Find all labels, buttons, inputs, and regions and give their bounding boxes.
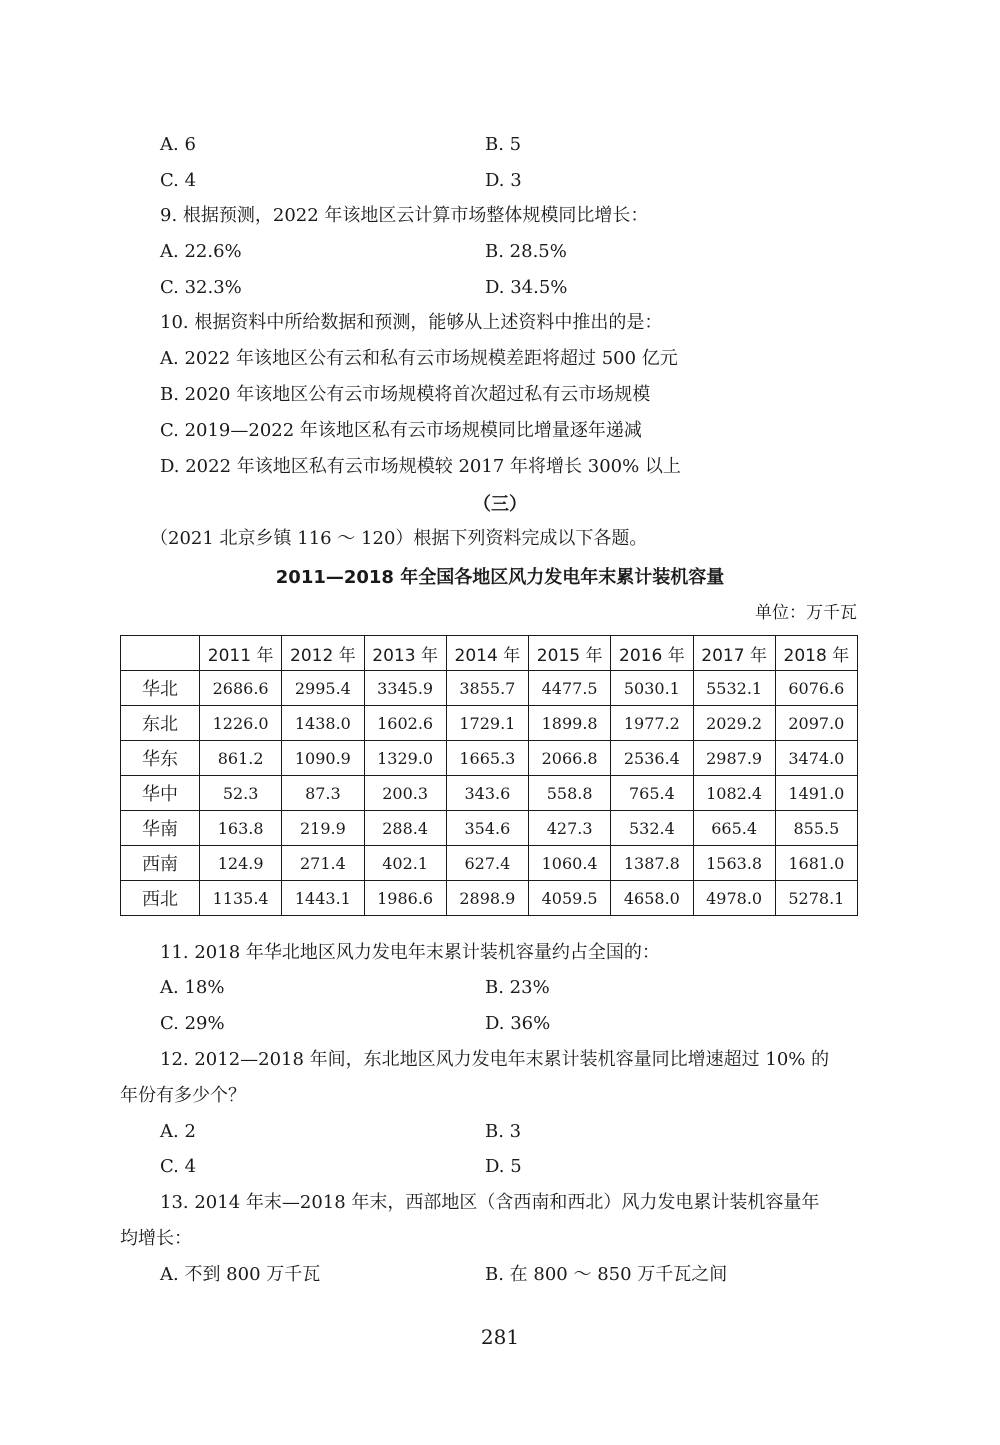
q8-option-b: B. 5 (485, 134, 522, 155)
value-cell: 1226.0 (200, 706, 282, 741)
value-cell: 2686.6 (200, 671, 282, 706)
value-cell: 1443.1 (282, 881, 364, 916)
q13-stem-line2: 均增长： (120, 1228, 192, 1249)
value-cell: 2987.9 (693, 741, 775, 776)
column-header: 2017 年 (693, 636, 775, 671)
value-cell: 5278.1 (775, 881, 857, 916)
region-cell: 华东 (121, 741, 200, 776)
region-cell: 西南 (121, 846, 200, 881)
table-row (121, 741, 858, 776)
value-cell: 1986.6 (364, 881, 446, 916)
value-cell: 124.9 (200, 846, 282, 881)
value-cell: 1438.0 (282, 706, 364, 741)
q13-option-b: B. 在 800 ～ 850 万千瓦之间 (485, 1264, 728, 1285)
value-cell: 288.4 (364, 811, 446, 846)
value-cell: 1491.0 (775, 776, 857, 811)
value-cell: 1563.8 (693, 846, 775, 881)
region-cell: 西北 (121, 881, 200, 916)
q9-option-c: C. 32.3% (160, 277, 242, 298)
value-cell: 855.5 (775, 811, 857, 846)
q11-option-c: C. 29% (160, 1013, 225, 1034)
q9-option-b: B. 28.5% (485, 241, 567, 262)
region-cell: 华南 (121, 811, 200, 846)
section-heading: （三） (473, 494, 527, 515)
q13-stem-line1: 13. 2014 年末—2018 年末，西部地区（含西南和西北）风力发电累计装机容量年 (160, 1192, 820, 1213)
q8-option-a: A. 6 (160, 134, 196, 155)
table-corner-cell (121, 636, 200, 671)
value-cell: 1082.4 (693, 776, 775, 811)
value-cell: 4978.0 (693, 881, 775, 916)
value-cell: 343.6 (446, 776, 528, 811)
region-cell: 华中 (121, 776, 200, 811)
value-cell: 2995.4 (282, 671, 364, 706)
region-cell: 东北 (121, 706, 200, 741)
column-header: 2012 年 (282, 636, 364, 671)
value-cell: 163.8 (200, 811, 282, 846)
value-cell: 4477.5 (529, 671, 611, 706)
q8-option-d: D. 3 (485, 170, 522, 191)
value-cell: 1602.6 (364, 706, 446, 741)
value-cell: 219.9 (282, 811, 364, 846)
value-cell: 402.1 (364, 846, 446, 881)
column-header: 2011 年 (200, 636, 282, 671)
q10-option-d: D. 2022 年该地区私有云市场规模较 2017 年将增长 300% 以上 (160, 456, 681, 477)
value-cell: 532.4 (611, 811, 693, 846)
table-row (121, 881, 858, 916)
value-cell: 2898.9 (446, 881, 528, 916)
value-cell: 3855.7 (446, 671, 528, 706)
column-header: 2015 年 (529, 636, 611, 671)
page-number: 281 (480, 1325, 520, 1349)
value-cell: 1665.3 (446, 741, 528, 776)
value-cell: 427.3 (529, 811, 611, 846)
value-cell: 1977.2 (611, 706, 693, 741)
value-cell: 271.4 (282, 846, 364, 881)
value-cell: 4658.0 (611, 881, 693, 916)
value-cell: 200.3 (364, 776, 446, 811)
value-cell: 2066.8 (529, 741, 611, 776)
q11-stem: 11. 2018 年华北地区风力发电年末累计装机容量约占全国的： (160, 942, 660, 963)
table-row (121, 776, 858, 811)
q11-option-b: B. 23% (485, 977, 550, 998)
value-cell: 861.2 (200, 741, 282, 776)
q12-stem-line1: 12. 2012—2018 年间，东北地区风力发电年末累计装机容量同比增速超过 10% 的 (160, 1049, 830, 1070)
column-header: 2013 年 (364, 636, 446, 671)
value-cell: 2536.4 (611, 741, 693, 776)
table-header-row (121, 636, 858, 671)
q10-option-c: C. 2019—2022 年该地区私有云市场规模同比增量逐年递减 (160, 420, 642, 441)
section-intro: （2021 北京乡镇 116 ～ 120）根据下列资料完成以下各题。 (150, 528, 648, 549)
value-cell: 87.3 (282, 776, 364, 811)
value-cell: 765.4 (611, 776, 693, 811)
q8-option-c: C. 4 (160, 170, 197, 191)
value-cell: 1899.8 (529, 706, 611, 741)
value-cell: 5030.1 (611, 671, 693, 706)
value-cell: 665.4 (693, 811, 775, 846)
q12-option-a: A. 2 (160, 1121, 196, 1142)
table-row (121, 846, 858, 881)
table-row (121, 811, 858, 846)
q11-option-d: D. 36% (485, 1013, 551, 1034)
value-cell: 6076.6 (775, 671, 857, 706)
q13-option-a: A. 不到 800 万千瓦 (160, 1264, 321, 1285)
value-cell: 627.4 (446, 846, 528, 881)
wind-capacity-table (120, 635, 858, 916)
value-cell: 2029.2 (693, 706, 775, 741)
value-cell: 1060.4 (529, 846, 611, 881)
q10-option-a: A. 2022 年该地区公有云和私有云市场规模差距将超过 500 亿元 (160, 348, 678, 369)
value-cell: 1135.4 (200, 881, 282, 916)
q12-option-c: C. 4 (160, 1156, 197, 1177)
table-row (121, 671, 858, 706)
q9-option-d: D. 34.5% (485, 277, 568, 298)
value-cell: 354.6 (446, 811, 528, 846)
value-cell: 558.8 (529, 776, 611, 811)
q9-stem: 9. 根据预测，2022 年该地区云计算市场整体规模同比增长： (160, 205, 649, 226)
value-cell: 52.3 (200, 776, 282, 811)
value-cell: 1681.0 (775, 846, 857, 881)
value-cell: 1090.9 (282, 741, 364, 776)
value-cell: 1387.8 (611, 846, 693, 881)
q10-stem: 10. 根据资料中所给数据和预测，能够从上述资料中推出的是： (160, 312, 663, 333)
column-header: 2014 年 (446, 636, 528, 671)
region-cell: 华北 (121, 671, 200, 706)
value-cell: 3345.9 (364, 671, 446, 706)
table-title: 2011—2018 年全国各地区风力发电年末累计装机容量 (275, 567, 725, 588)
q11-option-a: A. 18% (160, 977, 225, 998)
q12-option-d: D. 5 (485, 1156, 522, 1177)
value-cell: 3474.0 (775, 741, 857, 776)
table-row (121, 706, 858, 741)
q12-option-b: B. 3 (485, 1121, 522, 1142)
value-cell: 1329.0 (364, 741, 446, 776)
table-unit: 单位：万千瓦 (755, 603, 857, 623)
value-cell: 5532.1 (693, 671, 775, 706)
value-cell: 1729.1 (446, 706, 528, 741)
value-cell: 4059.5 (529, 881, 611, 916)
column-header: 2016 年 (611, 636, 693, 671)
value-cell: 2097.0 (775, 706, 857, 741)
q12-stem-line2: 年份有多少个？ (120, 1085, 246, 1106)
column-header: 2018 年 (775, 636, 857, 671)
q10-option-b: B. 2020 年该地区公有云市场规模将首次超过私有云市场规模 (160, 384, 651, 405)
q9-option-a: A. 22.6% (160, 241, 242, 262)
